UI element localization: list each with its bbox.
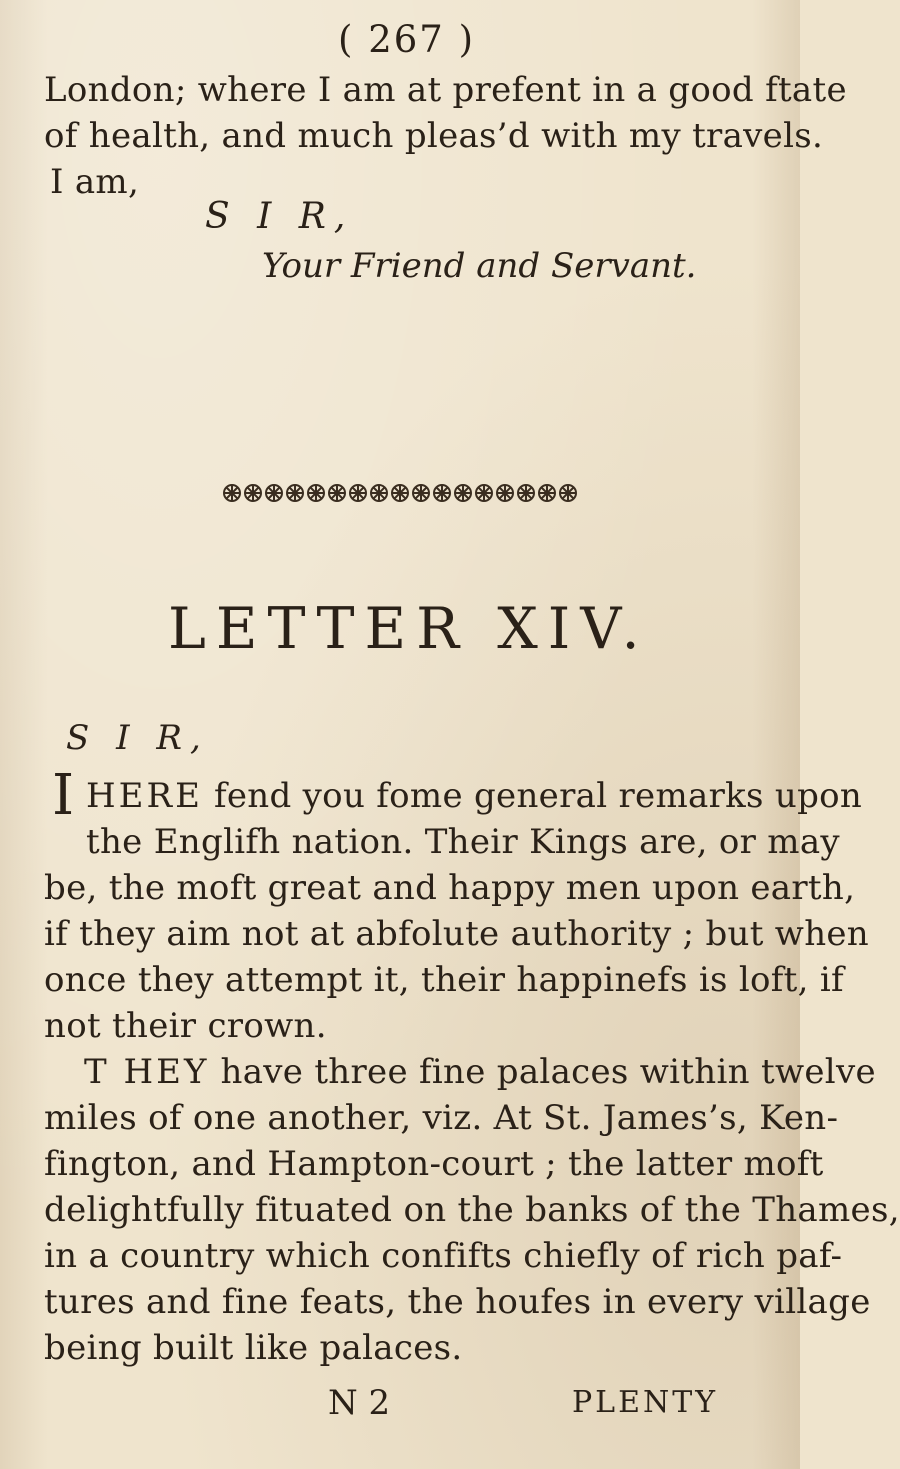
body-line-8: miles of one another, viz. At St. James’s, Ken- <box>44 1098 839 1138</box>
first-word-small-caps: HERE <box>86 776 203 816</box>
body-line-9: fington, and Hampton-court ; the latter moft <box>44 1144 824 1184</box>
body-line-7 <box>84 1052 876 1092</box>
body-line-11: in a country which confifts chiefly of rich paf- <box>44 1236 843 1276</box>
body-line-5: once they attempt it, their happinefs is loft, if <box>44 960 844 1000</box>
signature-mark: N 2 <box>328 1383 391 1423</box>
prior-letter-salutation: S I R, <box>205 196 354 237</box>
paragraph-opening-small-caps: T HEY <box>84 1052 210 1092</box>
body-line-10: delightfully fituated on the banks of the Thames, <box>44 1190 900 1230</box>
letter-salutation: S I R, <box>66 718 209 758</box>
body-line-4: if they aim not at abfolute authority ; but when <box>44 914 870 954</box>
prior-letter-signoff: Your Friend and Servant. <box>262 246 697 286</box>
page-number: ( 267 ) <box>338 18 476 61</box>
drop-capital: I <box>52 763 75 828</box>
prior-letter-line-1: London; where I am at prefent in a good ftate <box>44 70 847 110</box>
letter-heading: LETTER XIV. <box>168 596 650 662</box>
body-line-13: being built like palaces. <box>44 1328 463 1368</box>
body-line-1 <box>86 776 862 816</box>
body-line-7-rest: have three fine palaces within twelve <box>209 1052 876 1092</box>
body-line-12: tures and fine feats, the houfes in every village <box>44 1282 871 1322</box>
body-line-3: be, the moft great and happy men upon earth, <box>44 868 856 908</box>
body-line-1-rest: fend you fome general remarks upon <box>202 776 863 816</box>
decorative-ornament-band <box>220 478 580 508</box>
prior-letter-line-3: I am, <box>50 162 140 202</box>
prior-letter-line-2: of health, and much pleas’d with my travels. <box>44 116 824 156</box>
body-line-2: the Englifh nation. Their Kings are, or may <box>86 822 840 862</box>
catchword: PLENTY <box>572 1385 719 1420</box>
body-line-6: not their crown. <box>44 1006 327 1046</box>
